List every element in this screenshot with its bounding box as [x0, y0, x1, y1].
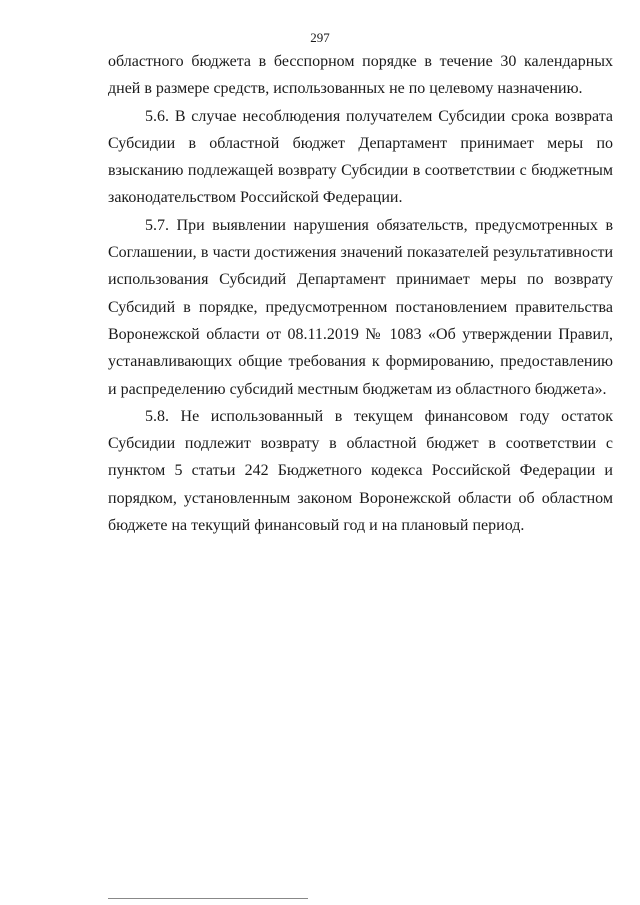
document-body — [108, 48, 613, 539]
paragraph-continuation: областного бюджета в бесспорном порядке в течение 30 календарных дней в размере средств, использованных не по целевому назначению. — [108, 53, 613, 98]
footer-divider — [108, 898, 308, 899]
paragraph-5-7: 5.7. При выявлении нарушения обязательств, предусмотренных в Соглашении, в части достижения значений показателей результативности использования Субсидий Департамент принимает меры по возврату Субсидий в порядке, предусмотренном постановлением правительства Воронежской области от 08.11.2019 № 1083 «Об утверждении Правил, устанавливающих общие требования к формированию, предоставлению и распределению субсидий местным бюджетам из областного бюджета». — [108, 216, 613, 398]
paragraph-5-6: 5.6. В случае несоблюдения получателем Субсидии срока возврата Субсидии в областной бюджет Департамент принимает меры по взысканию подлежащей возврату Субсидии в соответствии с бюджетным законодательством Российской Федерации. — [108, 107, 613, 207]
page-number: 297 — [310, 30, 330, 45]
paragraph-5-8: 5.8. Не использованный в текущем финансовом году остаток Субсидии подлежит возврату в областной бюджет в соответствии с пунктом 5 статьи 242 Бюджетного кодекса Российской Федерации и порядком, установленным законом Воронежской области об областном бюджете на текущий финансовый год и на плановый период. — [108, 407, 613, 535]
